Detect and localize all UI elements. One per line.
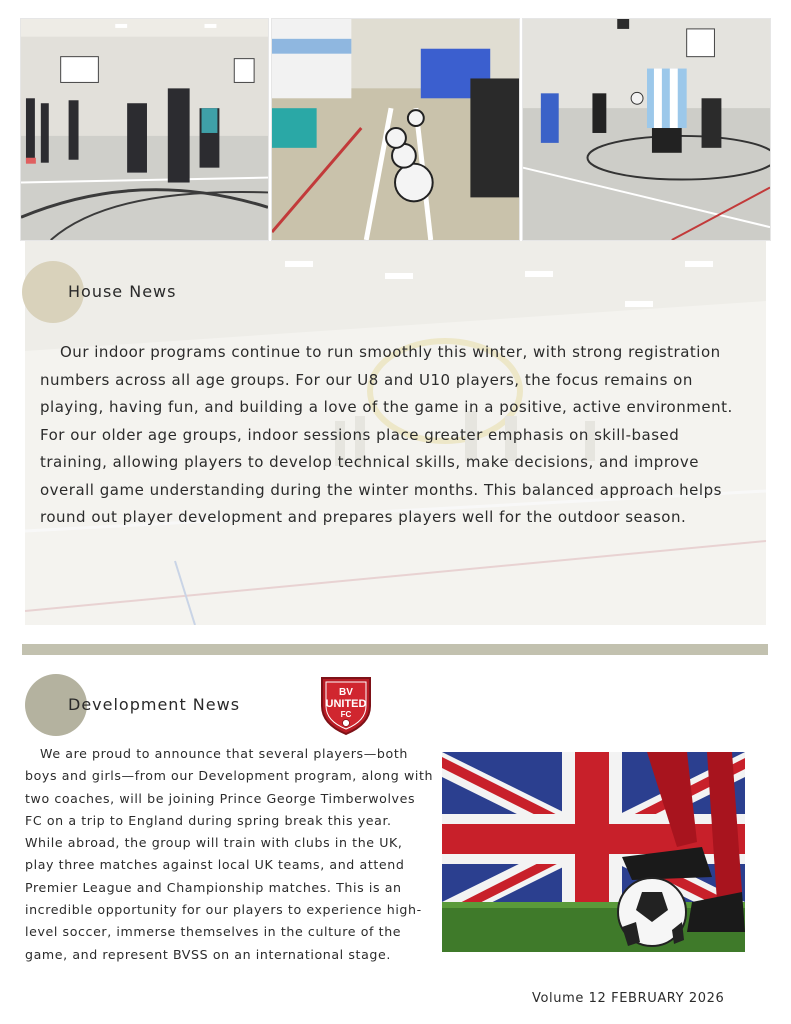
footer-volume: Volume 12 FEBRUARY 2026 (532, 991, 725, 1006)
bv-united-fc-logo (318, 672, 374, 736)
logo-line2: UNITED (325, 698, 367, 710)
section-divider (22, 644, 768, 655)
development-news-body (25, 743, 435, 966)
development-news-paragraph: We are proud to announce that several players—both boys and girls—from our Development program, along with two coaches, will be joining Prince George Timberwolves FC on a trip to England during spring break this year. (25, 746, 434, 828)
house-news-paragraph: Our indoor programs continue to run smoothly this winter, with strong registration numbers across all age groups. For our U8 and U10 players, the focus remains on playing, having fun, and building a love of the game in a positive, active environment. (40, 343, 733, 416)
development-news-title: Development News (68, 695, 241, 714)
photo-dribbling-drill (271, 18, 520, 241)
photo-gym-players (522, 18, 771, 241)
logo-line3: FC (340, 710, 352, 719)
house-news-body (40, 339, 740, 532)
house-news-title: House News (68, 282, 177, 301)
house-news-paragraph: For our older age groups, indoor sessions place greater emphasis on skill-based training, allowing players to develop technical skills, make decisions, and improve overall game understanding during the winter months. This balanced approach helps round out player development and prepares players well for the outdoor season. (40, 425, 722, 526)
photo-gym-practice (20, 18, 269, 241)
photo-union-jack-soccer (442, 752, 745, 952)
logo-line1: BV (339, 687, 353, 698)
development-news-paragraph: While abroad, the group will train with clubs in the UK, play three matches against local UK teams, and attend Premier League and Championship matches. This is an incredible opportunity for our players to experience high-level soccer, immerse themselves in the culture of the game, and represent BVSS on an international stage. (25, 835, 422, 962)
